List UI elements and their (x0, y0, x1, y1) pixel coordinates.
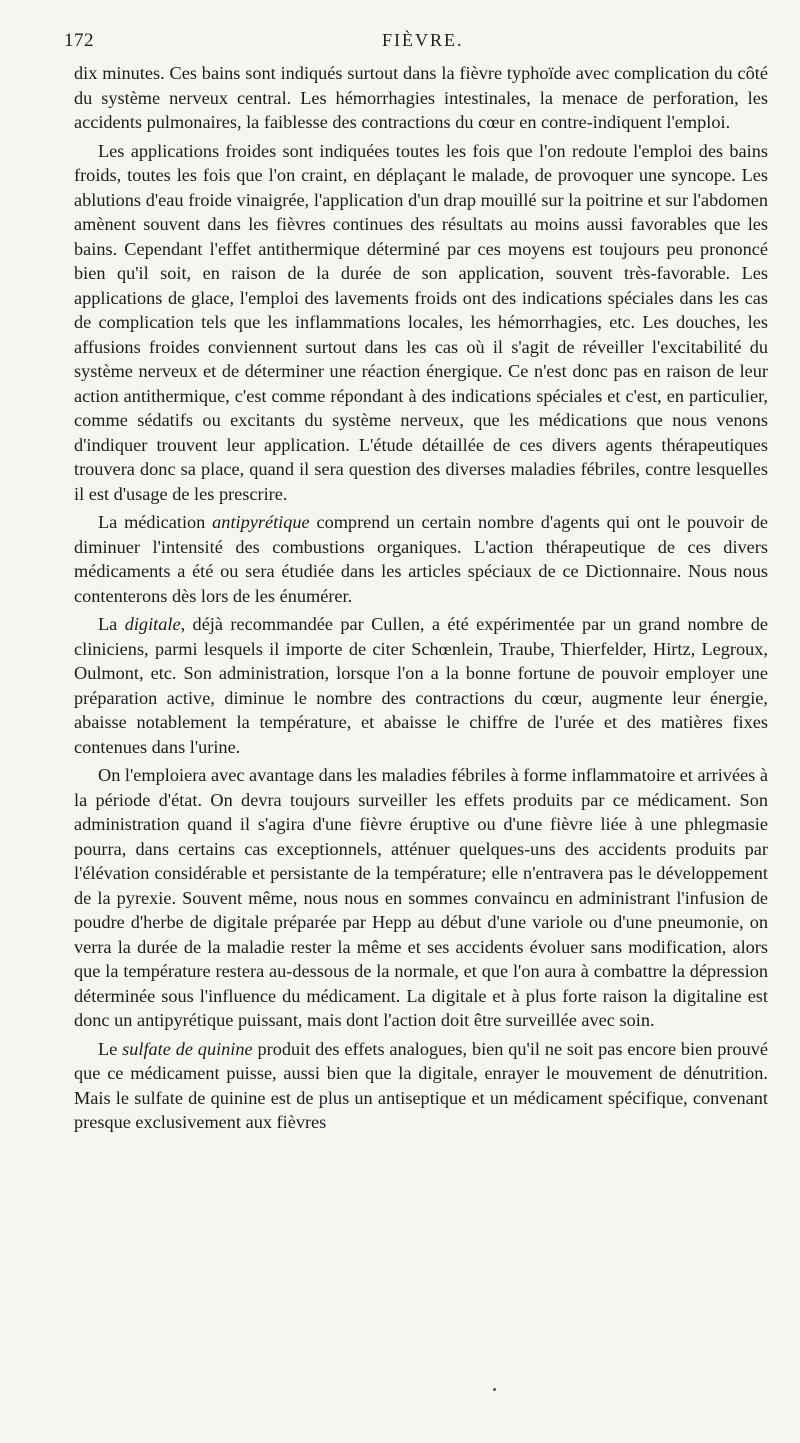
italic-term-digitale: digitale (124, 614, 181, 634)
paragraph-digitale-usage (74, 763, 768, 1033)
paragraph-text: dix minutes. Ces bains sont indiqués surtout dans la fièvre typhoïde avec complication du côté du système nerveux central. Les hémorrhagies intestinales, la menace de perforation, les accidents pulmonaires, la faiblesse des contractions du cœur en contre-indiquent l'emploi. (74, 63, 768, 132)
paragraph-digitale (74, 612, 768, 759)
running-head (64, 30, 768, 56)
italic-term-antipyretique: antipyrétique (212, 512, 310, 532)
paragraph-text: La médication (98, 512, 213, 532)
paragraph-antipyretic-medication (74, 510, 768, 608)
paragraph-text: Le (98, 1038, 123, 1059)
paragraph-text: produit des effets analogues, bien qu'il ne soit pas encore bien prouvé que ce médicament puisse, aussi bien que la digitale, enrayer le mouvement de dénutrition. Mais le sulfate de quinine est de plus un antiseptique et un médicament spécifique, convenant presque exclusivement aux fièvres (74, 1038, 768, 1132)
italic-term-sulfate-de-quinine: sulfate de quinine (122, 1038, 253, 1059)
paragraph-sulfate-de-quinine (74, 1037, 768, 1135)
body-text (74, 61, 768, 1139)
paragraph-text: La (98, 614, 125, 634)
print-speck (493, 1388, 496, 1391)
paragraph-baths-contraindications (74, 61, 768, 135)
paragraph-text: Les applications froides sont indiquées toutes les fois que l'on redoute l'emploi des bains froids, toutes les fois que l'on craint, en déplaçant le malade, de provoquer une syncope. Les ablutions d'eau froide vinaigrée, l'application d'un drap mouillé sur la poitrine et sur l'abdomen amènent souvent dans les fièvres continues des résultats au moins aussi favorables que les bains. Cependant l'effet antithermique déterminé par ces moyens est toujours peu prononcé bien qu'il soit, en raison de la durée de son application, souvent très-favorable. Les applications de glace, l'emploi des lavements froids ont des indications spéciales dans les cas de complication tels que les inflammations locales, les hémorrhagies, etc. Les douches, les affusions froides conviennent surtout dans les cas où il s'agit de réveiller l'excitabilité du système nerveux et de déterminer une réaction énergique. Ce n'est donc pas en raison de leur action antithermique, c'est comme répondant à des indications spéciales et c'est, en particulier, comme sédatifs ou excitants du système nerveux, que les médications que nous venons d'indiquer trouvent leur application. L'étude détaillée de ces divers agents thérapeutiques trouvera donc sa place, quand il sera question des diverses maladies fébriles, contre lesquelles il est d'usage de les prescrire. (74, 140, 768, 504)
page-number: 172 (64, 30, 94, 51)
paragraph-cold-applications (74, 139, 768, 507)
paragraph-text: comprend un certain nombre d'agents qui ont le pouvoir de diminuer l'intensité des combustions organiques. L'action thérapeutique de ces divers médicaments a été ou sera étudiée dans les articles spéciaux de ce Dictionnaire. Nous nous contenterons dès lors de les énumérer. (74, 512, 768, 606)
paragraph-text: On l'emploiera avec avantage dans les maladies fébriles à forme inflammatoire et arrivées à la période d'état. On devra toujours surveiller les effets produits par ce médicament. Son administration quand il s'agira d'une fièvre éruptive ou d'une fièvre liée à une phlegmasie pourra, dans certains cas exceptionnels, atténuer quelques-uns des accidents produits par l'élévation considérable et persistante de la température; elle n'entravera pas le développement de la pyrexie. Souvent même, nous nous en sommes convaincu en administrant l'infusion de poudre d'herbe de digitale préparée par Hepp au début d'une variole ou d'une pneumonie, on verra la durée de la maladie rester la même et ses accidents évoluer sans modification, alors que la température restera au-dessous de la normale, et que l'on aura à combattre la dépression déterminée sous l'influence du médicament. La digitale et à plus forte raison la digitaline est donc un antipyrétique puissant, mais dont l'action doit être surveillée avec soin. (74, 765, 768, 1030)
paragraph-text: , déjà recommandée par Cullen, a été expérimentée par un grand nombre de cliniciens, parmi lesquels il importe de citer Schœnlein, Traube, Thierfelder, Hirtz, Legroux, Oulmont, etc. Son administration, lorsque l'on a la bonne fortune de pouvoir employer une préparation active, diminue le nombre des contractions du cœur, augmente leur énergie, abaisse notablement la température, et abaisse le chiffre de l'urée et des matières fixes contenues dans l'urine. (74, 614, 768, 757)
running-title: FIÈVRE. (382, 30, 464, 50)
